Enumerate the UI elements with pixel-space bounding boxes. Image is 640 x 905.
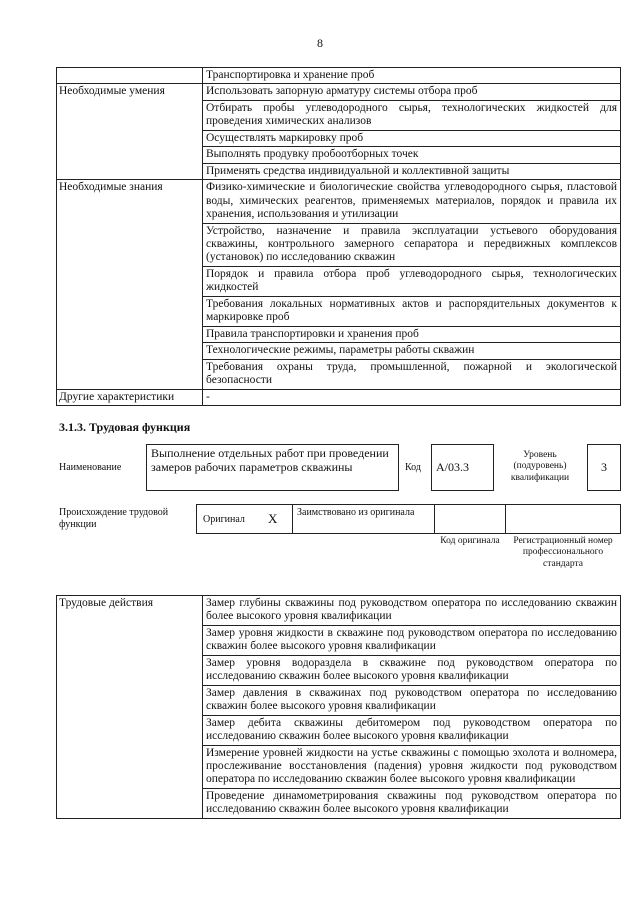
table-row bbox=[57, 68, 621, 84]
level-label: Уровень (подуровень) квалификации bbox=[510, 450, 570, 483]
borrowed-box: Заимствовано из оригинала bbox=[292, 504, 435, 534]
function-name-box: Выполнение отдельных работ при проведении замеров рабочих параметров скважины bbox=[146, 444, 399, 491]
action-item: Замер дебита скважины дебитомером под руководством оператора по исследованию скважин более высокого уровня квалификации bbox=[203, 715, 621, 745]
original-label: Оригинал bbox=[203, 514, 245, 525]
knowledge-item: Устройство, назначение и правила эксплуатации устьевого оборудования скважины, контрольного замерного сепаратора и передвижных комплексов (установок) по исследованию скважин bbox=[203, 223, 621, 266]
origin-label: Происхождение трудовой функции bbox=[59, 507, 169, 530]
table-row bbox=[57, 389, 621, 405]
section-heading: 3.1.3. Трудовая функция bbox=[59, 420, 191, 434]
other-label: Другие характеристики bbox=[57, 389, 203, 405]
code-value-box: A/03.3 bbox=[431, 444, 494, 491]
action-item: Замер давления в скважинах под руководством оператора по исследованию скважин более высокого уровня квалификации bbox=[203, 685, 621, 715]
skill-item: Применять средства индивидуальной и коллективной защиты bbox=[203, 163, 621, 179]
table-row bbox=[57, 596, 621, 626]
knowledge-item: Правила транспортировки и хранения проб bbox=[203, 326, 621, 342]
name-label: Наименование bbox=[59, 462, 122, 473]
labor-actions-table bbox=[56, 595, 621, 819]
original-box bbox=[196, 504, 293, 534]
code-original-box bbox=[434, 504, 506, 534]
knowledge-item: Физико-химические и биологические свойства углеводородного сырья, пластовой воды, химических реагентов, применяемых материалов, порядок и правила их хранения, использования и утилизации bbox=[203, 180, 621, 223]
reg-number-label: Регистрационный номер профессионального стандарта bbox=[513, 536, 613, 569]
actions-label: Трудовые действия bbox=[57, 596, 203, 819]
action-item: Замер уровня водораздела в скважине под руководством оператора по исследованию скважин более высокого уровня квалификации bbox=[203, 655, 621, 685]
other-value: - bbox=[203, 389, 621, 405]
action-item: Проведение динамометрирования скважины под руководством оператора по исследованию скважин более высокого уровня квалификации bbox=[203, 788, 621, 818]
requirements-table bbox=[56, 67, 621, 406]
skills-label: Необходимые умения bbox=[57, 84, 203, 180]
table-row bbox=[57, 180, 621, 223]
table-row bbox=[57, 84, 621, 100]
skill-item: Осуществлять маркировку проб bbox=[203, 130, 621, 146]
page-number: 8 bbox=[317, 36, 323, 50]
reg-number-box bbox=[505, 504, 621, 534]
skill-item: Отбирать пробы углеводородного сырья, технологических жидкостей для проведения химических анализов bbox=[203, 100, 621, 130]
action-item: Замер уровня жидкости в скважине под руководством оператора по исследованию скважин более высокого уровня квалификации bbox=[203, 625, 621, 655]
action-item: Измерение уровней жидкости на устье скважины с помощью эхолота и волномера, прослеживание восстановления (падения) уровня жидкости под руководством оператора по исследованию скважин более высокого уровня квалификации bbox=[203, 745, 621, 788]
skill-item: Использовать запорную арматуру системы отбора проб bbox=[203, 84, 621, 100]
knowledge-item: Порядок и правила отбора проб углеводородного сырья, технологических жидкостей bbox=[203, 266, 621, 296]
knowledge-item: Технологические режимы, параметры работы скважин bbox=[203, 343, 621, 359]
code-original-label: Код оригинала bbox=[440, 536, 500, 546]
action-item: Замер глубины скважины под руководством оператора по исследованию скважин более высокого уровня квалификации bbox=[203, 596, 621, 626]
knowledge-label: Необходимые знания bbox=[57, 180, 203, 389]
code-label: Код bbox=[405, 462, 421, 473]
level-value-box: 3 bbox=[587, 444, 621, 491]
original-mark: X bbox=[268, 511, 278, 526]
knowledge-item: Требования охраны труда, промышленной, пожарной и экологической безопасности bbox=[203, 359, 621, 389]
table-cell: Транспортировка и хранение проб bbox=[203, 68, 621, 84]
empty-label-cell bbox=[57, 68, 203, 84]
knowledge-item: Требования локальных нормативных актов и распорядительных документов к маркировке проб bbox=[203, 296, 621, 326]
skill-item: Выполнять продувку пробоотборных точек bbox=[203, 147, 621, 163]
